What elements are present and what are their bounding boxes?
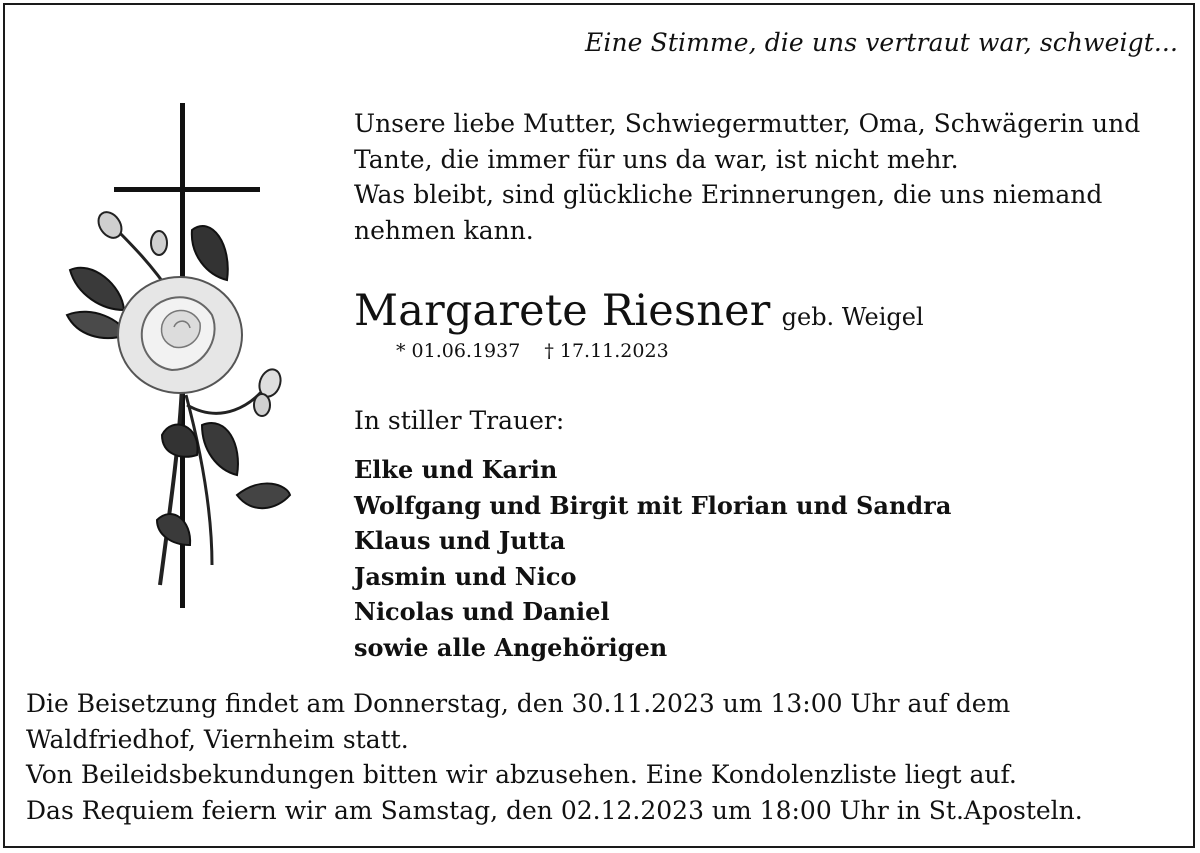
details-line: Das Requiem feiern wir am Samstag, den 02.12.2023 um 18:00 Uhr in St.Aposteln.	[26, 795, 1083, 825]
intro-line: Tante, die immer für uns da war, ist nicht mehr.	[354, 144, 959, 174]
mourner-entry: Klaus und Jutta	[354, 526, 566, 555]
cross-with-rose-icon	[62, 95, 312, 615]
intro-line: Was bleibt, sind glückliche Erinnerungen, die uns niemand	[354, 180, 1103, 209]
intro-line: nehmen kann.	[354, 215, 534, 245]
mourner-entry: Elke und Karin	[354, 455, 558, 484]
details-line: Von Beileidsbekundungen bitten wir abzusehen. Eine Kondolenzliste liegt auf.	[26, 760, 1017, 789]
details-line: Die Beisetzung findet am Donnerstag, den 30.11.2023 um 13:00 Uhr auf dem	[26, 689, 1011, 718]
life-dates	[396, 340, 669, 362]
rose-bloom	[118, 277, 242, 393]
funeral-details	[26, 686, 1083, 828]
birth-date: * 01.06.1937	[396, 340, 521, 362]
death-date: † 17.11.2023	[544, 340, 669, 362]
cross-horizontal-beam	[114, 187, 260, 192]
deceased-name-block	[354, 286, 924, 336]
motto: Eine Stimme, die uns vertraut war, schweigt...	[585, 28, 1178, 57]
mourner-entry: Jasmin und Nico	[354, 561, 577, 591]
mourner-entry: sowie alle Angehörigen	[354, 632, 668, 662]
intro-line: Unsere liebe Mutter, Schwiegermutter, Oma, Schwägerin und	[354, 109, 1141, 138]
deceased-name: Margarete Riesner	[354, 286, 771, 336]
mourner-entry: Wolfgang und Birgit mit Florian und Sandra	[354, 490, 952, 520]
birth-name: geb. Weigel	[781, 303, 924, 331]
mourners-list	[354, 452, 951, 665]
details-line: Waldfriedhof, Viernheim statt.	[26, 724, 409, 754]
mourner-entry: Nicolas und Daniel	[354, 597, 610, 626]
mourning-heading: In stiller Trauer:	[354, 406, 565, 435]
intro-text	[354, 106, 1184, 248]
